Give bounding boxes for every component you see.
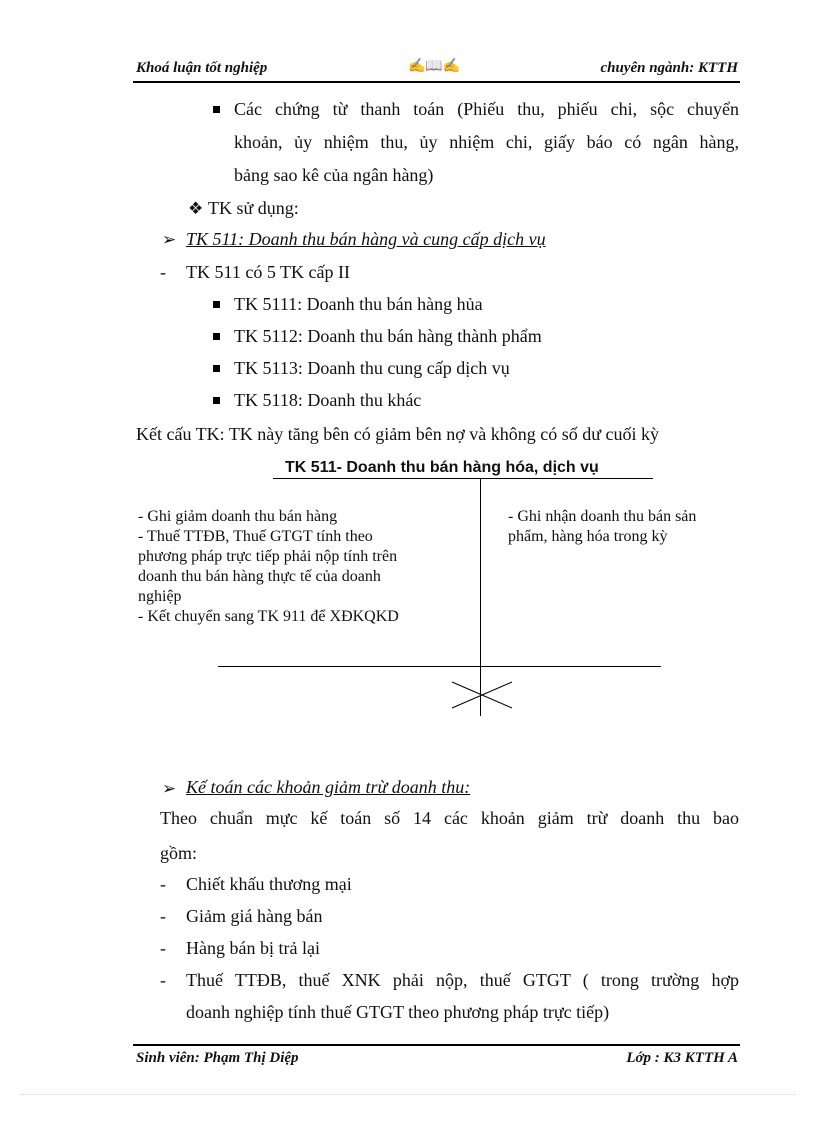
- debit-line: - Ghi giảm doanh thu bán hàng: [138, 508, 338, 525]
- t-account-credit: [508, 507, 696, 547]
- top-bullet-line-1: Các chứng từ thanh toán (Phiếu thu, phiếu chi, sộc chuyển: [234, 99, 739, 119]
- header-rule: [133, 81, 740, 83]
- t-account-title-rule: [273, 478, 653, 479]
- header-left: Khoá luận tốt nghiệp: [136, 60, 268, 76]
- t-account-horizontal-line: [218, 666, 661, 667]
- tk-su-dung-label: TK sử dụng:: [208, 198, 299, 218]
- credit-line: - Ghi nhận doanh thu bán sản: [508, 508, 697, 525]
- square-bullet-icon: [213, 301, 220, 308]
- header-right: chuyên ngành: KTTH: [600, 60, 738, 76]
- tk511-item: TK 5112: Doanh thu bán hàng thành phẩm: [234, 326, 542, 346]
- arrow-bullet-icon: ➢: [162, 230, 177, 249]
- t-account-title: TK 511- Doanh thu bán hàng hóa, dịch vụ: [285, 459, 599, 476]
- tk511-item: TK 5118: Doanh thu khác: [234, 390, 422, 410]
- page-bottom-dotted-edge: [20, 1094, 796, 1095]
- debit-line: doanh thu bán hàng thực tế của doanh: [138, 568, 381, 585]
- diamond-bullet-icon: ❖: [188, 199, 204, 218]
- dash-bullet: -: [160, 938, 166, 958]
- tk511-item: TK 5113: Doanh thu cung cấp dịch vụ: [234, 358, 510, 378]
- tk511-item: TK 5111: Doanh thu bán hàng hủa: [234, 294, 483, 314]
- giam-tru-intro-line-2: gồm:: [160, 843, 198, 863]
- top-bullet-line-3: bảng sao kê của ngân hàng): [234, 165, 434, 185]
- t-account-debit: [138, 507, 399, 627]
- giam-tru-item: Giảm giá hàng bán: [186, 906, 323, 926]
- ket-cau-text: Kết cấu TK: TK này tăng bên có giảm bên nợ và không có số dư cuối kỳ: [136, 424, 659, 444]
- book-ornament-icon: ✍📖✍: [408, 59, 461, 74]
- footer-rule: [133, 1044, 740, 1046]
- footer-left: Sinh viên: Phạm Thị Diệp: [136, 1050, 299, 1066]
- giam-tru-heading: Kế toán các khoản giảm trừ doanh thu:: [186, 777, 471, 797]
- arrow-bullet-icon: ➢: [162, 779, 177, 798]
- dash-bullet: -: [160, 906, 166, 926]
- debit-line: - Thuế TTĐB, Thuế GTGT tính theo: [138, 528, 373, 545]
- giam-tru-intro-line-1: Theo chuẩn mực kế toán số 14 các khoản giảm trừ doanh thu bao: [160, 808, 739, 828]
- giam-tru-item: Hàng bán bị trả lại: [186, 938, 320, 958]
- dash-bullet: -: [160, 874, 166, 894]
- debit-line: phương pháp trực tiếp phải nộp tính trên: [138, 548, 398, 565]
- giam-tru-item: Chiết khấu thương mại: [186, 874, 352, 894]
- giam-tru-last-line-2: doanh nghiệp tính thuế GTGT theo phương pháp trực tiếp): [186, 1002, 610, 1022]
- square-bullet-icon: [213, 397, 220, 404]
- dash-bullet: -: [160, 262, 166, 282]
- square-bullet-icon: [213, 333, 220, 340]
- top-bullet-line-2: khoản, ủy nhiệm thu, ủy nhiệm chi, giấy báo có ngân hàng,: [234, 132, 739, 152]
- tk511-sub: TK 511 có 5 TK cấp II: [186, 262, 350, 282]
- square-bullet-icon: [213, 365, 220, 372]
- debit-line: nghiệp: [138, 588, 182, 605]
- square-bullet-icon: [213, 106, 220, 113]
- credit-line: phẩm, hàng hóa trong kỳ: [508, 528, 668, 545]
- giam-tru-last-line-1: Thuế TTĐB, thuế XNK phải nộp, thuế GTGT ( trong trường hợp: [186, 970, 739, 990]
- footer-right: Lớp : K3 KTTH A: [626, 1050, 738, 1066]
- cross-mark-icon: [450, 674, 514, 714]
- tk511-heading: TK 511: Doanh thu bán hàng và cung cấp dịch vụ: [186, 229, 546, 249]
- debit-line: - Kết chuyển sang TK 911 để XĐKQKD: [138, 608, 399, 625]
- dash-bullet: -: [160, 970, 166, 990]
